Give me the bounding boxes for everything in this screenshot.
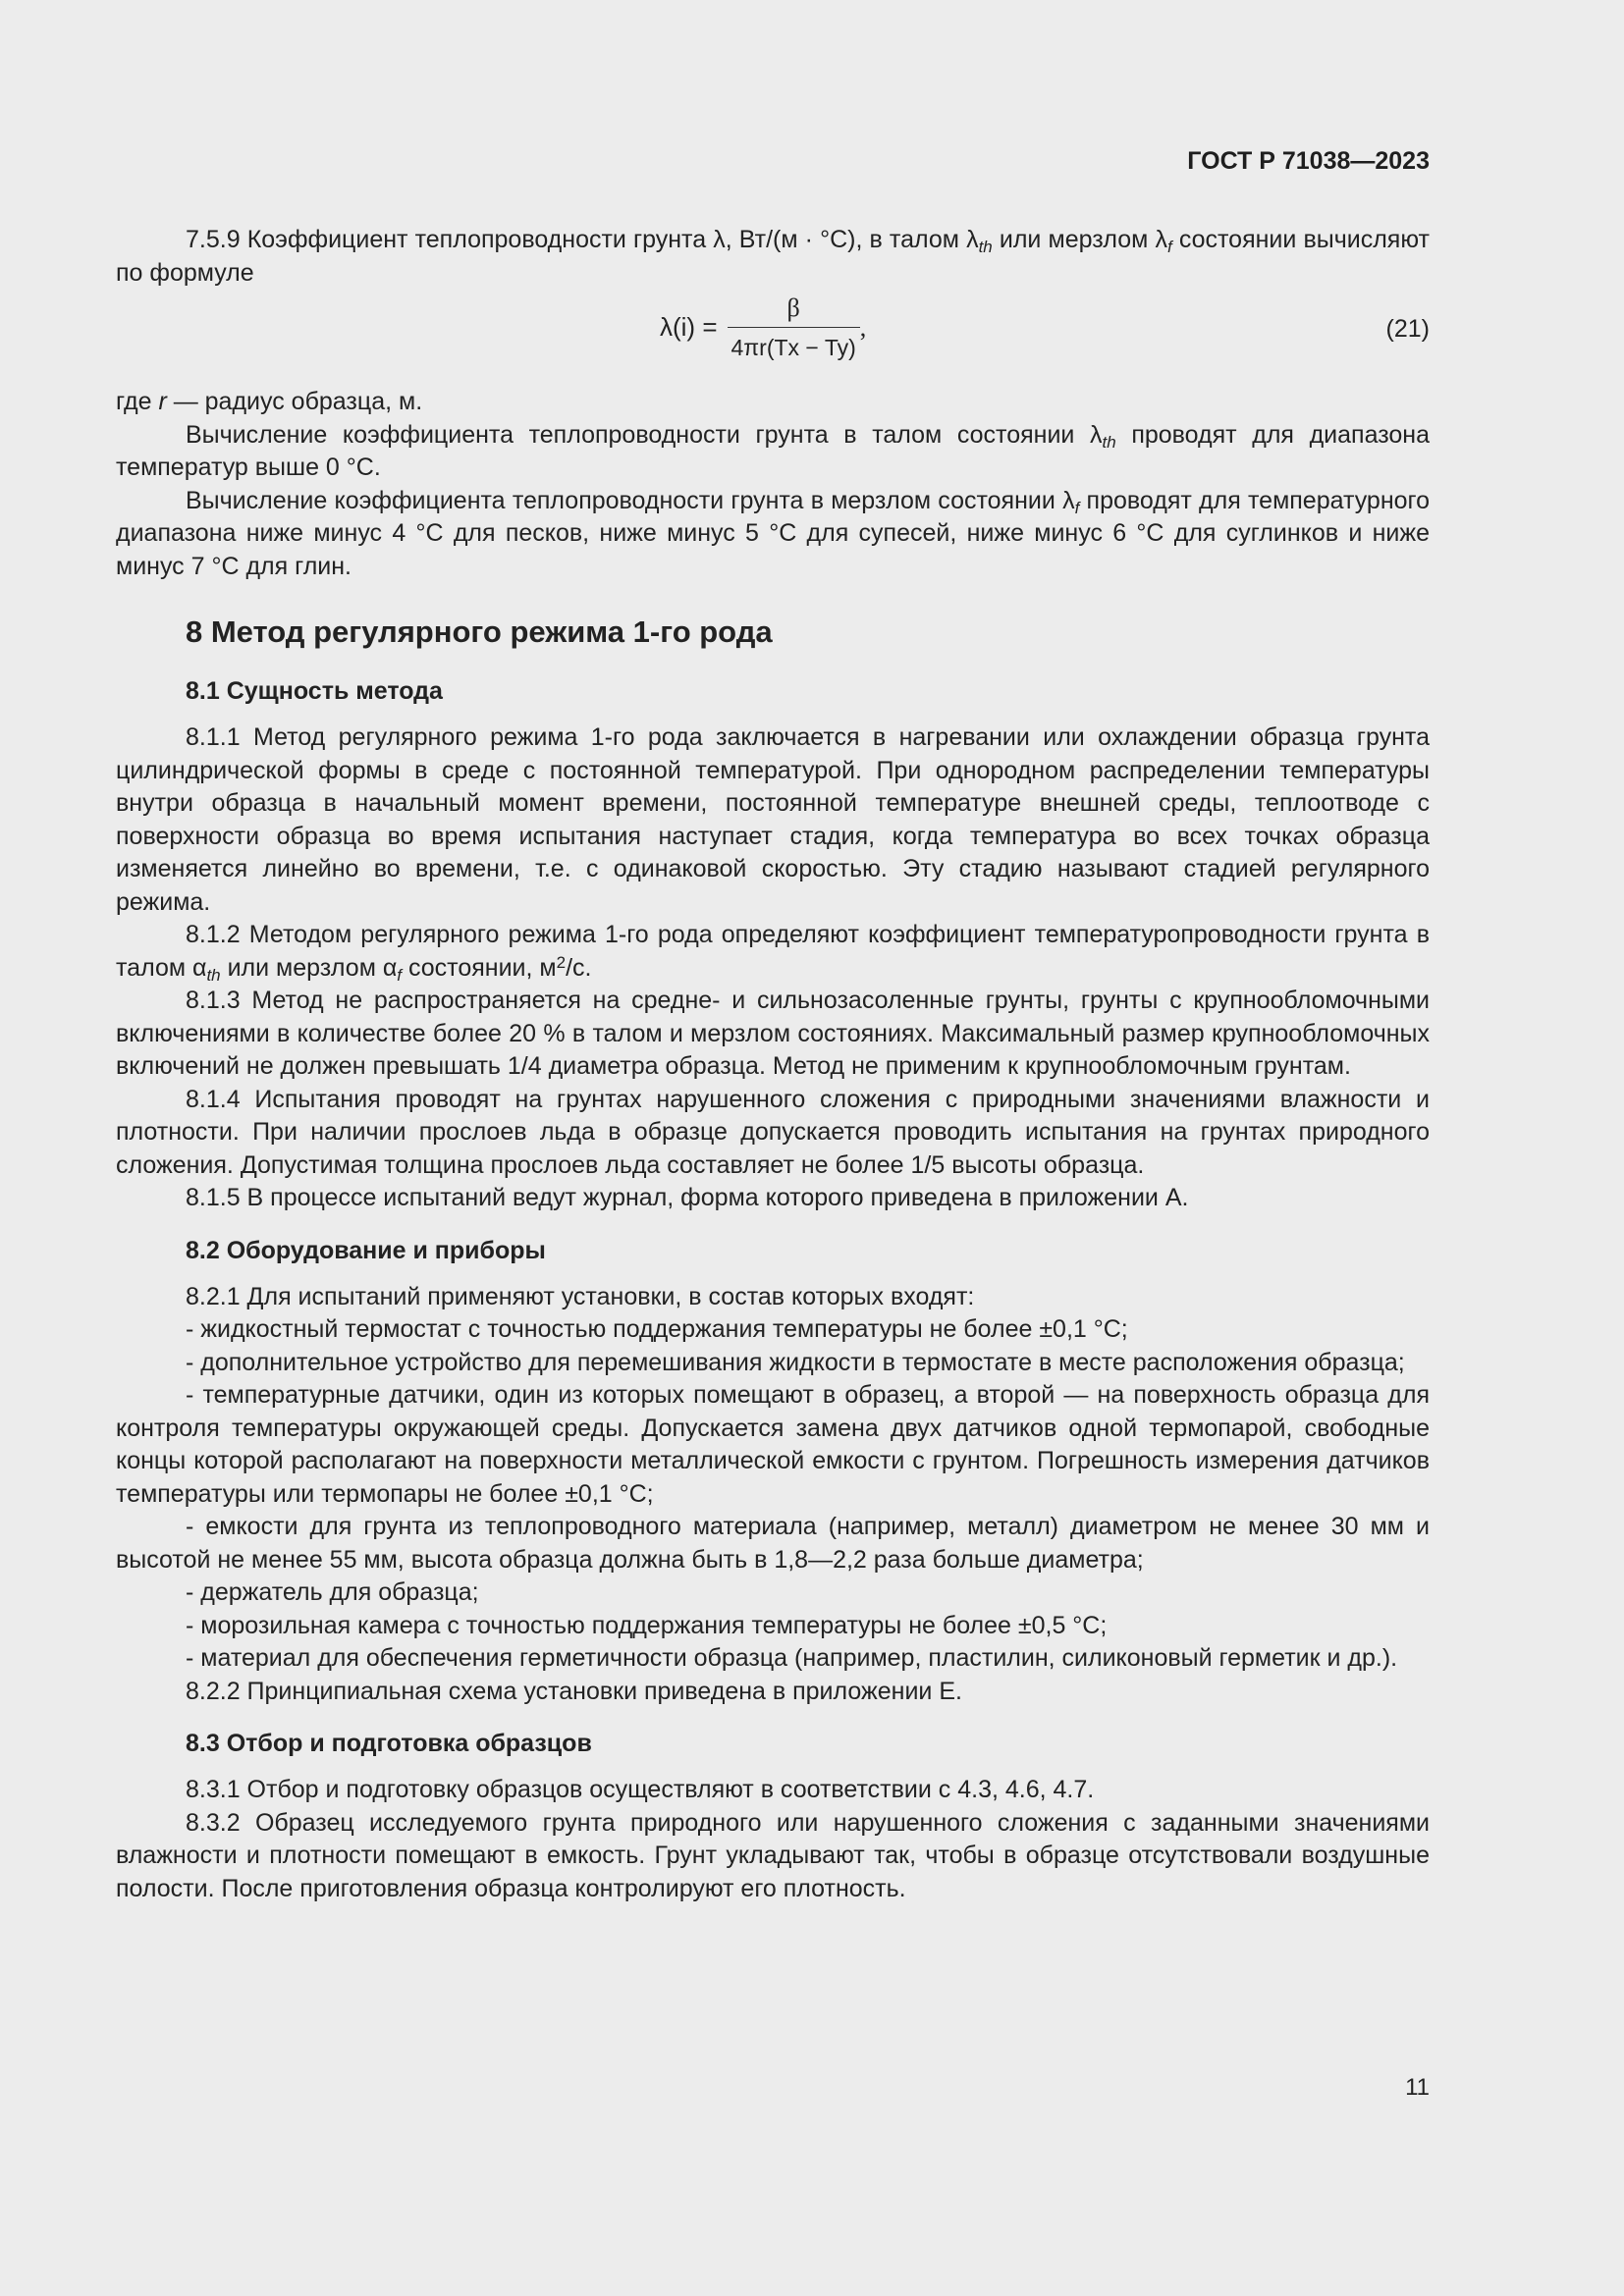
text-run: состоянии вычисляют по формуле — [116, 226, 1430, 287]
text-run: /с. — [566, 953, 592, 982]
subscript: f — [1166, 238, 1172, 256]
list-item: - морозильная камера с точностью поддержания температуры не более ±0,5 °С; — [186, 1611, 1108, 1639]
paragraph-where-r — [116, 386, 1430, 419]
text-run: проводят для температурного диапазона ниже минус 4 °С для песков, ниже минус 5 °С для супесей, ниже минус 6 °С для суглинков и ниже минус 7 °С для глин. — [116, 486, 1430, 580]
subscript: th — [206, 965, 221, 985]
formula-fraction — [728, 292, 860, 364]
text-run: или мерзлом λ — [992, 226, 1167, 253]
page-content — [116, 224, 1430, 1905]
section-8-2-title: 8.2 Оборудование и приборы — [186, 1236, 546, 1264]
paragraph-8-3-2: 8.3.2 Образец исследуемого грунта природного или нарушенного сложения с заданными значениями влажности и плотности помещают в емкость. Грунт укладывают так, чтобы в образце отсутствовали воздушные полости. После приготовления образца контролируют его плотность. — [116, 1808, 1430, 1902]
paragraph-8-1-4: 8.1.4 Испытания проводят на грунтах нарушенного сложения с природными значениями влажности и плотности. При наличии прослоев льда в образце допускается проводить испытания на грунтах природного сложения. Допустимая толщина прослоев льда составляет не более 1/5 высоты образца. — [116, 1085, 1430, 1179]
formula-denominator: 4πr(Tx − Ty) — [728, 327, 860, 365]
formula-numerator: β — [786, 294, 800, 322]
text-run: Вычисление коэффициента теплопроводности грунта в талом состоянии λ — [186, 420, 1103, 449]
list-item: - дополнительное устройство для перемешивания жидкости в термостате в месте расположения образца; — [186, 1348, 1405, 1376]
list-item: - жидкостный термостат с точностью поддержания температуры не более ±0,1 °С; — [186, 1315, 1128, 1343]
text-run: проводят для диапазона температур выше 0 °С. — [116, 420, 1430, 481]
section-8-1-title: 8.1 Сущность метода — [186, 677, 443, 705]
text-run: где — [116, 388, 159, 415]
paragraph-8-1-5: 8.1.5 В процессе испытаний ведут журнал, форма которого приведена в приложении А. — [186, 1184, 1189, 1211]
paragraph-8-3-1: 8.3.1 Отбор и подготовку образцов осуществляют в соответствии с 4.3, 4.6, 4.7. — [186, 1776, 1095, 1803]
text-run: или мерзлом α — [220, 953, 398, 982]
paragraph-thawed — [116, 419, 1430, 485]
paragraph-8-1-3: 8.1.3 Метод не распространяется на средне- и сильнозасоленные грунты, грунты с крупнообломочными включениями в количестве более 20 % в талом и мерзлом состояниях. Максимальный размер крупнообломочных включений не должен превышать 1/4 диаметра образца. Метод не применим к крупнообломочным грунтам. — [116, 987, 1430, 1080]
section-8-title: 8 Метод регулярного режима 1-го рода — [186, 614, 773, 649]
formula-lhs: λ(i) = — [660, 312, 718, 343]
subscript: th — [1102, 432, 1116, 452]
subscript: f — [397, 965, 403, 985]
formula-expression — [660, 292, 866, 364]
subscript: f — [1074, 498, 1080, 517]
paragraph-frozen — [116, 485, 1430, 584]
document-header: ГОСТ Р 71038—2023 — [1187, 147, 1430, 175]
subscript: th — [978, 238, 993, 256]
text-run: 7.5.9 Коэффициент теплопроводности грунта λ, Вт/(м · °С), в талом λ — [186, 226, 979, 253]
list-item: - емкости для грунта из теплопроводного материала (например, металл) диаметром не менее 30 мм и высотой не менее 55 мм, высота образца должна быть в 1,8—2,2 раза больше диаметра; — [116, 1513, 1430, 1574]
list-item: - температурные датчики, один из которых помещают в образец, а второй — на поверхность образца для контроля температуры окружающей среды. Допускается замена двух датчиков одной термопарой, свободные концы которой располагают на поверхности металлической емкости с грунтом. Погрешность измерения датчиков температуры или термопары не более ±0,1 °С; — [116, 1381, 1430, 1508]
variable-r: r — [158, 388, 167, 415]
list-item: - держатель для образца; — [186, 1578, 479, 1606]
formula-21 — [116, 292, 1430, 372]
list-item: - материал для обеспечения герметичности образца (например, пластилин, силиконовый герметик и др.). — [186, 1644, 1398, 1672]
equation-number: (21) — [1385, 315, 1430, 343]
paragraph-7-5-9 — [116, 224, 1430, 290]
page-number: 11 — [1405, 2074, 1430, 2101]
text-run: состоянии, м — [402, 953, 557, 982]
paragraph-8-1-2 — [116, 919, 1430, 985]
text-run: — радиус образца, м. — [166, 388, 423, 415]
text-run: 8.1.2 Методом регулярного режима 1-го рода определяют коэффициент температуропроводности грунта в талом α — [116, 921, 1430, 982]
formula-tail: , — [859, 313, 867, 343]
superscript: 2 — [556, 952, 567, 972]
text-run: Вычисление коэффициента теплопроводности грунта в мерзлом состоянии λ — [186, 486, 1075, 514]
paragraph-8-1-1: 8.1.1 Метод регулярного режима 1-го рода заключается в нагревании или охлаждении образца грунта цилиндрической формы в среде с постоянной температурой. При однородном распределении температуры внутри образца в начальный момент времени, постоянной температуре внешней среды, теплоотводе с поверхности образца во время испытания наступает стадия, когда температура во всех точках образца изменяется линейно во времени, т.е. с одинаковой скоростью. Эту стадию называют стадией регулярного режима. — [116, 723, 1430, 916]
paragraph-8-2-1: 8.2.1 Для испытаний применяют установки, в состав которых входят: — [186, 1282, 975, 1310]
section-8-3-title: 8.3 Отбор и подготовка образцов — [186, 1730, 592, 1757]
paragraph-8-2-2: 8.2.2 Принципиальная схема установки приведена в приложении Е. — [186, 1677, 962, 1705]
